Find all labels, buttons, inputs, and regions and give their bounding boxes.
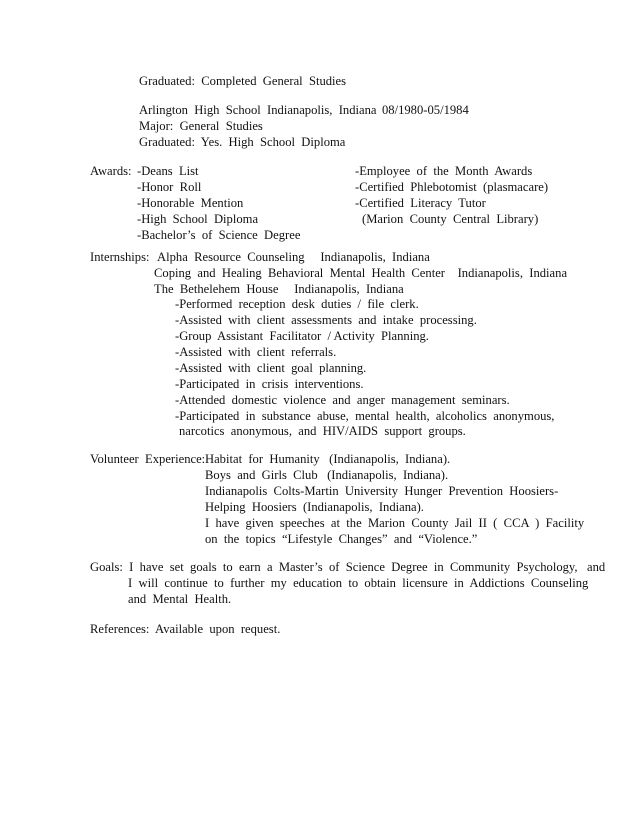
graduated-general-studies: Graduated: Completed General Studies — [139, 74, 347, 88]
internship-place: The Bethelehem House Indianapolis, Indiana — [154, 282, 404, 296]
volunteer-item: I have given speeches at the Marion County Jail II ( CCA ) Facility — [205, 516, 585, 530]
award-item: -Employee of the Month Awards — [355, 164, 533, 178]
volunteer-item: Boys and Girls Club (Indianapolis, Indiana). — [205, 468, 449, 482]
internship-duty: -Group Assistant Facilitator / Activity Planning. — [175, 329, 429, 343]
internship-duty: -Assisted with client assessments and intake processing. — [175, 313, 477, 327]
internships-label: Internships: — [90, 250, 150, 264]
internship-duty: -Participated in crisis interventions. — [175, 377, 364, 391]
graduated-diploma: Graduated: Yes. High School Diploma — [139, 135, 346, 149]
internship-duty: -Participated in substance abuse, mental health, alcoholics anonymous, — [175, 409, 555, 423]
award-item: -Honor Roll — [137, 180, 202, 194]
award-item: (Marion County Central Library) — [362, 212, 539, 226]
internship-place: Coping and Healing Behavioral Mental Health Center Indianapolis, Indiana — [154, 266, 568, 280]
award-item: -Certified Phlebotomist (plasmacare) — [355, 180, 549, 194]
internship-place: Alpha Resource Counseling Indianapolis, Indiana — [157, 250, 430, 264]
volunteer-item: Indianapolis Colts-Martin University Hunger Prevention Hoosiers- — [205, 484, 559, 498]
awards-label: Awards: — [90, 164, 132, 178]
volunteer-label: Volunteer Experience: — [90, 452, 206, 466]
award-item: -Bachelor’s of Science Degree — [137, 228, 301, 242]
major: Major: General Studies — [139, 119, 263, 133]
volunteer-item: Habitat for Humanity (Indianapolis, Indiana). — [205, 452, 451, 466]
volunteer-item: on the topics “Lifestyle Changes” and “Violence.” — [205, 532, 478, 546]
references: References: Available upon request. — [90, 622, 281, 636]
goals-line: and Mental Health. — [128, 592, 232, 606]
award-item: -Deans List — [137, 164, 199, 178]
internship-duty: -Attended domestic violence and anger management seminars. — [175, 393, 510, 407]
internship-duty: narcotics anonymous, and HIV/AIDS support groups. — [179, 424, 466, 438]
school-dates: 08/1980-05/1984 — [382, 103, 469, 117]
internship-duty: -Assisted with client goal planning. — [175, 361, 367, 375]
award-item: -Honorable Mention — [137, 196, 244, 210]
school-name: Arlington High School Indianapolis, Indiana — [139, 103, 377, 117]
internship-duty: -Performed reception desk duties / file clerk. — [175, 297, 419, 311]
award-item: -High School Diploma — [137, 212, 259, 226]
volunteer-item: Helping Hoosiers (Indianapolis, Indiana). — [205, 500, 424, 514]
goals-line: Goals: I have set goals to earn a Master’s of Science Degree in Community Psychology, and — [90, 560, 606, 574]
goals-line: I will continue to further my education to obtain licensure in Addictions Counseling — [128, 576, 589, 590]
award-item: -Certified Literacy Tutor — [355, 196, 486, 210]
internship-duty: -Assisted with client referrals. — [175, 345, 337, 359]
